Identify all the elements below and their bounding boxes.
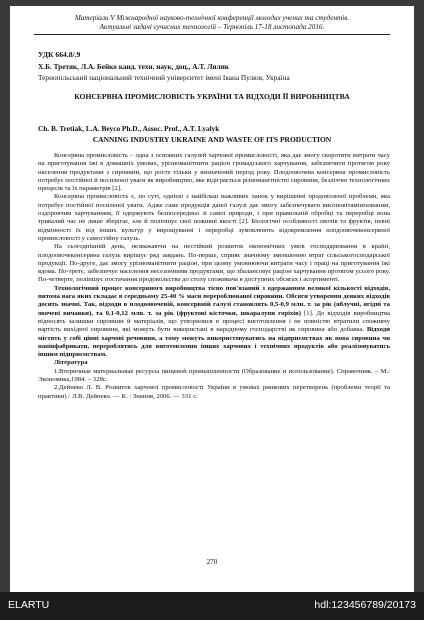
udc-code: УДК 664.8/.9 — [38, 50, 81, 59]
header-line-1: Матеріали V Міжнародної науково-технічної конференції молодих учених та студентів. — [74, 14, 350, 22]
repository-name: ELARTU — [8, 599, 50, 611]
header-rule — [34, 34, 390, 35]
paragraph: На сьогоднішній день, незважаючи на нестійкий розвиток економічних умов господарювання в країні, плодоовочеконсервна галузь вирішує ряд завдань. По-перше, сприяє значному зменшенню втрат сільськогосподарської продукції. По-друге, дає змогу урізноманітнити раціон, при цьому умовнюючи витрати часу і праці на приготування їжі вдома. По-третє, забезпечує населення несезонними продуктами, що збалансовує раціон харчування протягом усього року. По-четверте, поліпшує постачання продовольства до столу споживача в доступних обсягах і асортименті. — [38, 243, 390, 284]
authors-en: Ch. B. Tretiak, L.A. Beyco Ph.D., Assoc. Prof., A.T. Lyalyk — [38, 124, 220, 133]
handle-link[interactable]: hdl:123456789/20173 — [314, 599, 416, 611]
bold-text-2: Відходи містять у собі цінні харчові речовини, а тому можуть використовуватись на підприємствах як нова сировина чи напівфабрикати, перероблятись для виготовлення інших харчових і технічних продуктів або реалізовуватись іншим підприємствам. — [38, 326, 390, 359]
title-ua: КОНСЕРВНА ПРОМИСЛОВІСТЬ УКРАЇНИ ТА ВІДХОДИ ЇЇ ВИРОБНИЦТВА — [74, 92, 350, 101]
paragraph: Консервна промисловість – одна з основних галузей харчової промисловості, яка дає змогу скоротити витрати часу на приготування їжі в домашніх умовах, урізноманітнити раціон громадського харчування, забезпечити протягом року населення продуктами з сировини, що росте тільки у визначений період року. Плодоовочева консервна промисловість потребує постійної й посиленої уваги як виробництво, яке відіграється різноманітністю сировини, безліччю технологічних процесів та їх параметрів [2]. — [38, 152, 390, 193]
normal-text: [1]. До відходів виробництва відносять залишки сировини й матеріалів, що утворилися в процесі виготовлення і не повністю втратили споживчу вартість вихідної сировини, які можуть бути використані в народному господарстві як сировина або добавка. — [38, 309, 390, 334]
article-body — [38, 152, 390, 401]
reference-item: 1.Вторичные материальные ресурсы пищевой промышленности (Образование и использование). Справочник. – М.: Экономика,1984. – 328с. — [38, 367, 390, 384]
literature-heading: Література — [54, 359, 88, 367]
authors-ua: Х.Б. Третяк, Л.А. Бейко канд. техн. наук, доц., А.Т. Лялик — [38, 62, 229, 71]
reference-item: 2.Дейнеко Л. В. Розвиток харчової промисловості України в умовах ринкових перетворень (проблеми теорії та практики) / Л.В. Дейнеко. — К. : Знання, 2006. — 331 с. — [38, 384, 390, 400]
viewer-footer — [0, 592, 424, 620]
running-header — [34, 14, 390, 35]
bold-text: Технологічний процес консервного виробництва тісно пов'язаний з одержанням великої кількості відходів, питома вага яких складає в середньому 25-40 % маси перероблюваної сировини. Обсяги утворення деяких відходів досить значні. Так, відходи в плодоовочевій, консервній галузі становлять 0,5-0,9 млн. т. за рік (яблучні, ягідні та овочеві вичавки), та 0,1-0,12 млн. т. за рік (фруктові кісточки, шкаралупи горіхів) — [38, 284, 390, 317]
title-en: CANNING INDUSTRY UKRAINE AND WASTE OF ITS PRODUCTION — [92, 135, 332, 144]
paper-page — [10, 6, 414, 592]
paragraph-mixed — [38, 285, 390, 360]
affiliation: Тернопільський національний технічний університет імені Івана Пулюя, Україна — [38, 73, 290, 82]
paragraph: Консервна промисловість є, по суті, однією з найбільш важливих ланок у вирішенні продовольчої проблеми, яка потребує постійної посиленої уваги. Адже саме продукція даної галузі дає змогу забезпечувати висоновітамінізованим, оздоровчим харчуванням, її одержують безпосередньо зі самої природи, і при правильній обробці та переробці вона тривалий час не лише зберігає, але й поліпшує свої поживні якості [2]. Біологічні особливості овочів та фруктів, певні відмінності їх від інших культур у вирощуванні і переробці зумовлюють відокремлення плодоовочеконсервної промисловості у самостійну галузь. — [38, 193, 390, 242]
header-line-2: Актуальні задачі сучасних технологій – Тернопіль 17-18 листопада 2016. — [99, 23, 325, 31]
page-number: 270 — [206, 558, 218, 566]
